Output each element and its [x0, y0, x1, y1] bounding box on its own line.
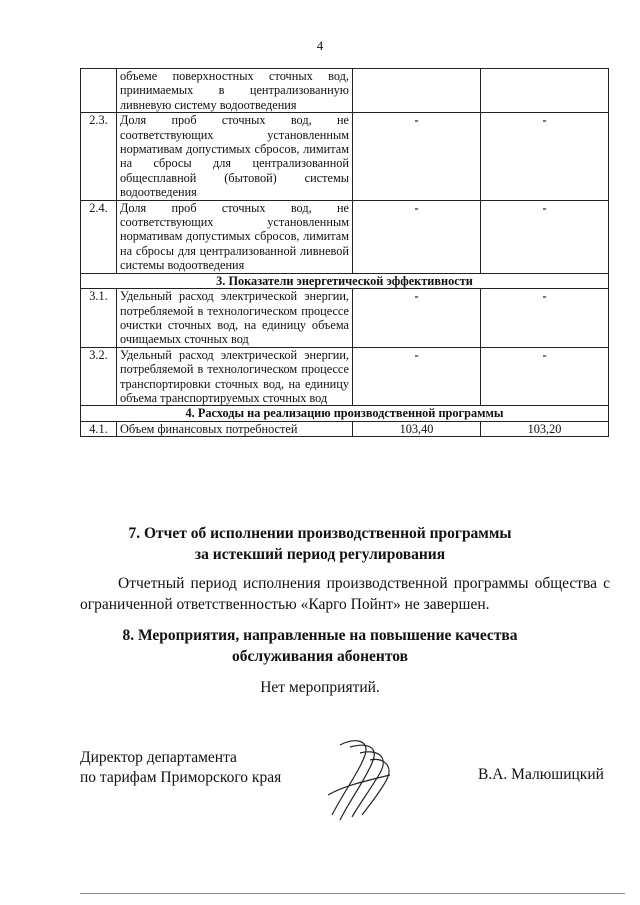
row-value-2: -	[481, 289, 609, 348]
table-row	[81, 421, 609, 436]
row-value-1: -	[353, 347, 481, 406]
production-program-table	[80, 68, 609, 437]
table-row	[81, 200, 609, 273]
row-desc: Доля проб сточных вод, не соответствующих установленным нормативам допустимых сбросов, лимитам на сбросы для централизованной общесплавной (бытовой) системы водоотведения	[117, 113, 353, 200]
row-value-2: 103,20	[481, 421, 609, 436]
row-number: 3.2.	[81, 347, 117, 406]
section-8-heading: 8. Мероприятия, направленные на повышение качества обслуживания абонентов	[122, 627, 518, 665]
row-desc: Доля проб сточных вод, не соответствующих установленным нормативам допустимых сбросов, лимитам на сбросы для централизованной ливневой системы водоотведения	[117, 200, 353, 273]
table-row	[81, 347, 609, 406]
row-value-2: -	[481, 200, 609, 273]
table-row	[81, 289, 609, 348]
row-desc: Удельный расход электрической энергии, потребляемой в технологическом процессе транспортировки сточных вод, на единицу объема транспортируемых сточных вод	[117, 347, 353, 406]
row-value-1: -	[353, 200, 481, 273]
row-value-2: -	[481, 347, 609, 406]
section-8-text: Нет мероприятий.	[260, 679, 380, 696]
section-row	[81, 406, 609, 421]
row-number: 3.1.	[81, 289, 117, 348]
table-row	[81, 69, 609, 113]
row-number: 4.1.	[81, 421, 117, 436]
row-value-1: -	[353, 289, 481, 348]
row-desc: Удельный расход электрической энергии, потребляемой в технологическом процессе очистки сточных вод, на единицу объема очищаемых сточных вод	[117, 289, 353, 348]
signatory-position: Директор департамента по тарифам Приморского края	[80, 749, 282, 786]
row-value-1: -	[353, 113, 481, 200]
section-7-text: Отчетный период исполнения производственной программы общества с ограниченной ответственностью «Карго Пойнт» не завершен.	[80, 575, 610, 613]
row-desc: Объем финансовых потребностей	[117, 421, 353, 436]
row-value-2: -	[481, 113, 609, 200]
row-value-2	[481, 69, 609, 113]
row-value-1	[353, 69, 481, 113]
section-row	[81, 273, 609, 288]
section-3-title: 3. Показатели энергетической эффективности	[81, 273, 609, 288]
page-bottom-rule	[80, 893, 625, 894]
row-value-1: 103,40	[353, 421, 481, 436]
row-number: 2.4.	[81, 200, 117, 273]
handwritten-signature	[310, 735, 410, 825]
table-row	[81, 113, 609, 200]
signatory-name: В.А. Малюшицкий	[478, 766, 604, 783]
row-number: 2.3.	[81, 113, 117, 200]
section-7-heading: 7. Отчет об исполнении производственной программы за истекший период регулирования	[128, 525, 512, 563]
section-4-title: 4. Расходы на реализацию производственной программы	[81, 406, 609, 421]
row-desc: объеме поверхностных сточных вод, принимаемых в централизованную ливневую систему водоотведения	[117, 69, 353, 113]
page-number: 4	[316, 38, 324, 53]
